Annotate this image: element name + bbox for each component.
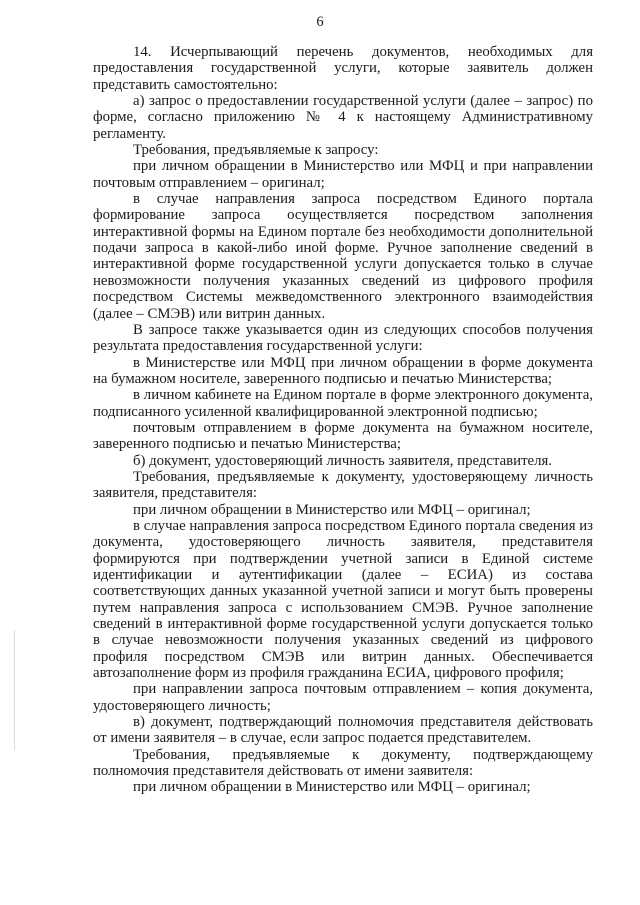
page-number: 6 xyxy=(316,14,324,30)
paragraph-identity-personal: при личном обращении в Министерство или МФЦ – оригинал; xyxy=(133,501,531,518)
paragraph-item-14-heading: 14. Исчерпывающий перечень документов, необходимых для предоставления государственной услуги, которые заявитель должен представить самостоятельно: xyxy=(93,44,593,93)
paragraph-request-form: а) запрос о предоставлении государственной услуги (далее – запрос) по форме, согласно приложению № 4 к настоящему Административному регламенту. xyxy=(93,93,593,142)
paragraph-authority-document: в) документ, подтверждающий полномочия представителя действовать от имени заявителя – в случае, если запрос подается представителем. xyxy=(93,714,593,747)
paragraph-personal-or-mail: при личном обращении в Министерство или МФЦ и при направлении почтовым отправлением – оригинал; xyxy=(93,158,593,191)
scan-edge-mark xyxy=(14,630,15,750)
paragraph-result-ministry: в Министерстве или МФЦ при личном обращении в форме документа на бумажном носителе, заверенного подписью и печатью Министерства; xyxy=(93,354,593,387)
paragraph-unified-portal: в случае направления запроса посредством Единого портала формирование запроса осуществляется посредством заполнения интерактивной формы на Едином портале без необходимости дополнительной подачи запроса в какой-либо иной форме. Ручное заполнение сведений в интерактивной форме государственной услуги допускается только в случае невозможности получения указанных сведений из цифрового профиля посредством Системы межведомственного электронного взаимодействия (далее – СМЭВ) или витрин данных. xyxy=(93,191,593,322)
paragraph-result-methods: В запросе также указывается один из следующих способов получения результата предоставления государственной услуги: xyxy=(93,321,593,355)
document-body xyxy=(93,44,593,796)
paragraph-identity-document: б) документ, удостоверяющий личность заявителя, представителя. xyxy=(133,452,553,469)
paragraph-authority-personal: при личном обращении в Министерство или МФЦ – оригинал; xyxy=(133,779,531,796)
paragraph-result-mail: почтовым отправлением в форме документа на бумажном носителе, заверенного подписью и печатью Министерства; xyxy=(93,419,593,453)
paragraph-result-cabinet: в личном кабинете на Едином портале в форме электронного документа, подписанного усиленной квалифицированной электронной подписью; xyxy=(93,387,593,420)
paragraph-request-requirements: Требования, предъявляемые к запросу: xyxy=(133,142,379,159)
paragraph-identity-portal: в случае направления запроса посредством Единого портала сведения из документа, удостоверяющего личность заявителя, представителя формируются при подтверждении учетной записи в Единой системе идентификации и аутентификации (далее – ЕСИА) из состава соответствующих данных указанной учетной записи и могут быть проверены путем направления запроса с использованием СМЭВ. Ручное заполнение сведений в интерактивной форме государственной услуги допускается только в случае невозможности получения указанных сведений из цифрового профиля посредством СМЭВ или витрин данных. Обеспечивается автозаполнение форм из профиля гражданина ЕСИА, цифрового профиля; xyxy=(93,517,593,682)
paragraph-identity-requirements: Требования, предъявляемые к документу, удостоверяющему личность заявителя, представителя: xyxy=(93,468,593,502)
paragraph-authority-requirements: Требования, предъявляемые к документу, подтверждающему полномочия представителя действовать от имени заявителя: xyxy=(93,746,593,780)
paragraph-identity-mail: при направлении запроса почтовым отправлением – копия документа, удостоверяющего личность; xyxy=(93,681,593,714)
